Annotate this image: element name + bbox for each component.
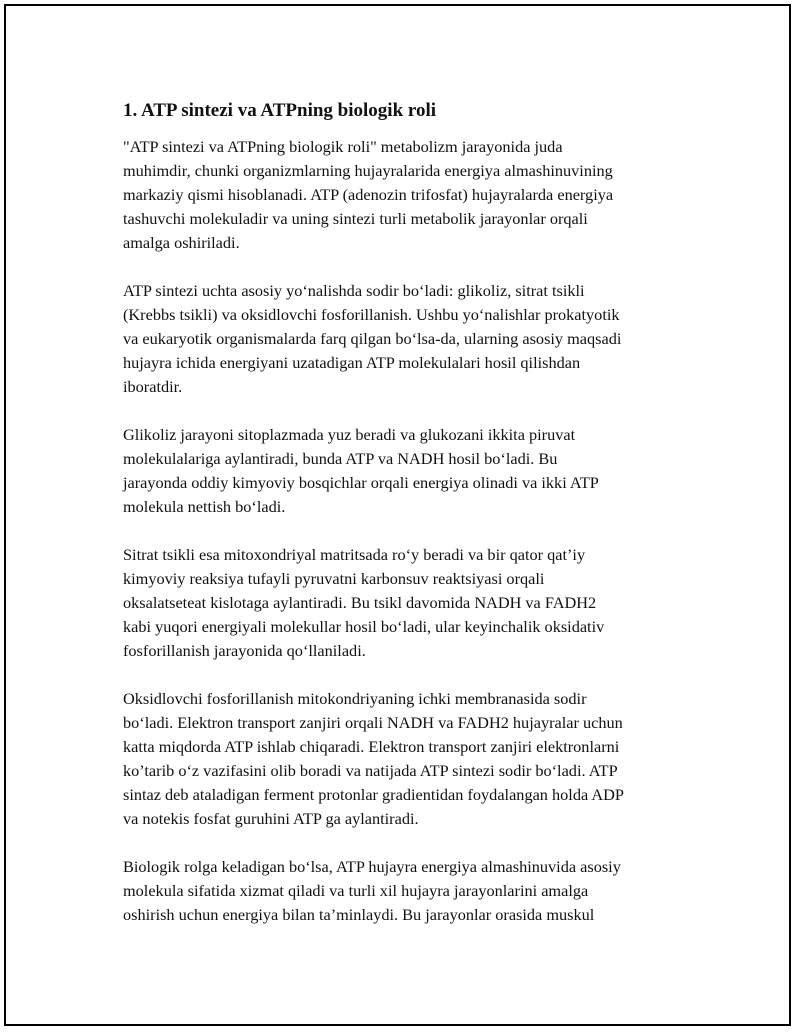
text-line: iboratdir.: [123, 377, 183, 396]
paragraph-6: [123, 855, 703, 927]
text-line: markaziy qismi hisoblanadi. ATP (adenozin trifosfat) hujayralarda energiya: [123, 185, 614, 204]
paragraph-4: [123, 543, 703, 663]
paragraph-2: [123, 279, 703, 399]
text-line: oshirish uchun energiya bilan ta’minlaydi. Bu jarayonlar orasida muskul: [123, 905, 595, 924]
text-line: ko’tarib o‘z vazifasini olib boradi va natijada ATP sintezi sodir bo‘ladi. ATP: [123, 761, 618, 780]
text-line: fosforillanish jarayonida qo‘llaniladi.: [123, 641, 366, 660]
text-line: kimyoviy reaksiya tufayli pyruvatni karbonsuv reaktsiyasi orqali: [123, 569, 545, 588]
text-line: Glikoliz jarayoni sitoplazmada yuz beradi va glukozani ikkita piruvat: [123, 425, 576, 444]
text-line: tashuvchi molekuladir va uning sintezi turli metabolik jarayonlar orqali: [123, 209, 588, 228]
text-line: "ATP sintezi va ATPning biologik roli" metabolizm jarayonida juda: [123, 137, 563, 156]
text-line: va notekis fosfat guruhini ATP ga aylantiradi.: [123, 809, 419, 828]
text-line: hujayra ichida energiyani uzatadigan ATP molekulalari hosil qilishdan: [123, 353, 581, 372]
text-line: Biologik rolga keladigan bo‘lsa, ATP hujayra energiya almashinuvida asosiy: [123, 857, 621, 876]
text-line: molekulalariga aylantiradi, bunda ATP va NADH hosil bo‘ladi. Bu: [123, 449, 558, 468]
paragraph-1: [123, 135, 703, 255]
text-line: (Krebbs tsikli) va oksidlovchi fosforillanish. Ushbu yo‘nalishlar prokatyotik: [123, 305, 620, 324]
paragraph-5: [123, 687, 703, 831]
text-line: va eukaryotik organismalarda farq qilgan bo‘lsa-da, ularning asosiy maqsadi: [123, 329, 622, 348]
text-line: katta miqdorda ATP ishlab chiqaradi. Elektron transport zanjiri elektronlarni: [123, 737, 620, 756]
text-line: muhimdir, chunki organizmlarning hujayralarida energiya almashinuvining: [123, 161, 613, 180]
text-line: ATP sintezi uchta asosiy yo‘nalishda sodir bo‘ladi: glikoliz, sitrat tsikli: [123, 281, 585, 300]
paragraph-3: [123, 423, 703, 519]
text-line: molekula nettish bo‘ladi.: [123, 497, 286, 516]
page-frame: [4, 4, 791, 1026]
section-heading: 1. ATP sintezi va ATPning biologik roli: [123, 100, 437, 121]
text-line: amalga oshiriladi.: [123, 233, 240, 252]
text-line: jarayonda oddiy kimyoviy bosqichlar orqali energiya olinadi va ikki ATP: [123, 473, 599, 492]
text-line: bo‘ladi. Elektron transport zanjiri orqali NADH va FADH2 hujayralar uchun: [123, 713, 623, 732]
text-line: kabi yuqori energiyali molekullar hosil bo‘ladi, ular keyinchalik oksidativ: [123, 617, 605, 636]
text-line: sintaz deb ataladigan ferment protonlar gradientidan foydalangan holda ADP: [123, 785, 624, 804]
text-line: Oksidlovchi fosforillanish mitokondriyaning ichki membranasida sodir: [123, 689, 587, 708]
document-body: [123, 99, 703, 951]
text-line: Sitrat tsikli esa mitoxondriyal matritsada ro‘y beradi va bir qator qat’iy: [123, 545, 586, 564]
text-line: molekula sifatida xizmat qiladi va turli xil hujayra jarayonlarini amalga: [123, 881, 589, 900]
text-line: oksalatseteat kislotaga aylantiradi. Bu tsikl davomida NADH va FADH2: [123, 593, 597, 612]
